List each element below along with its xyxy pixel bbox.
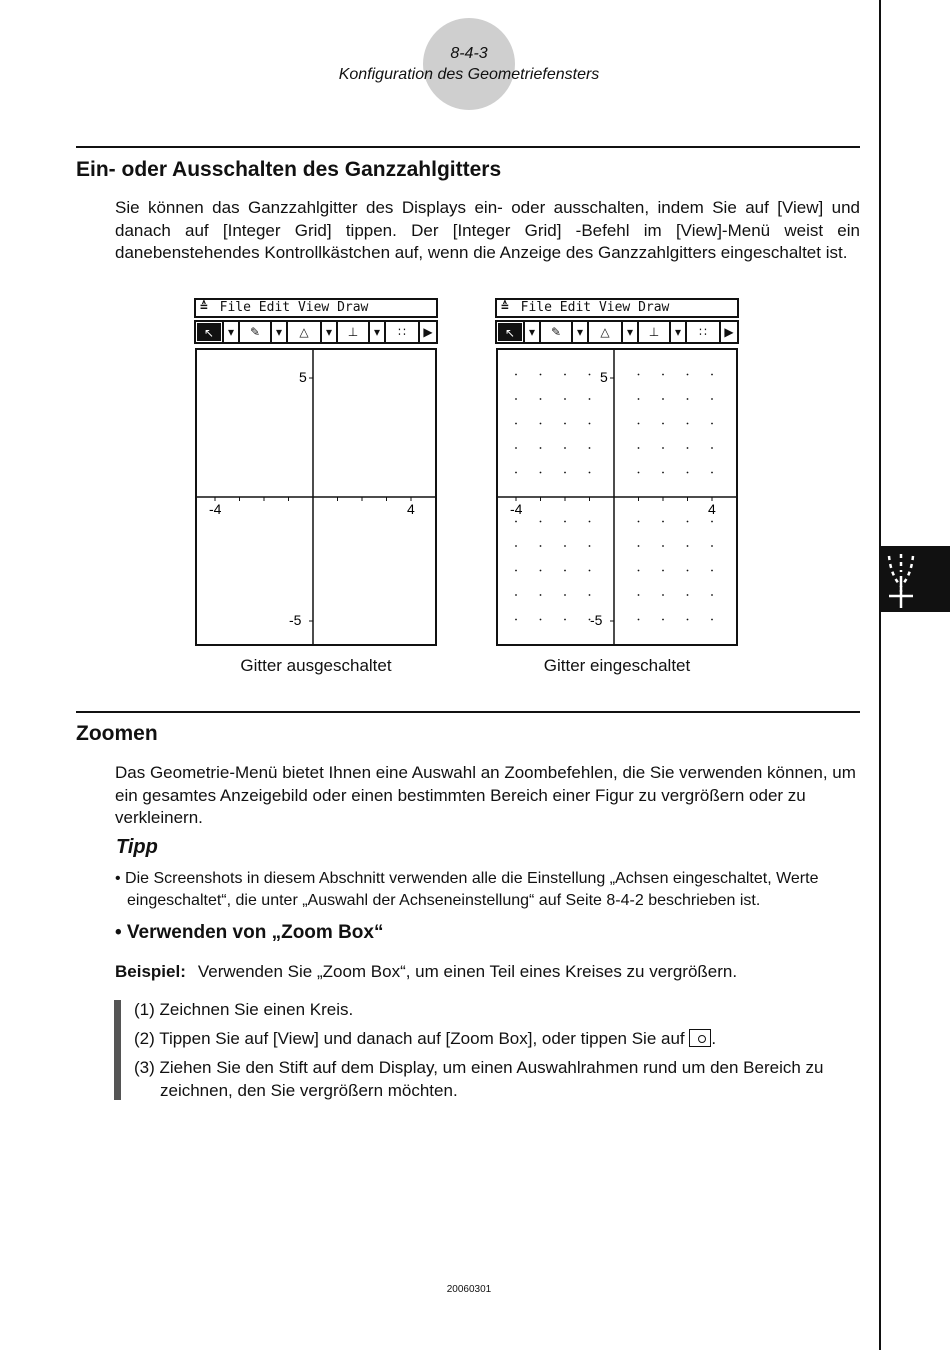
grid-dot <box>589 545 591 547</box>
grid-dot <box>515 545 517 547</box>
menu-chevron-icon[interactable]: ≙ <box>501 300 509 315</box>
margin-line <box>879 0 881 1350</box>
label-ymin: -5 <box>590 612 603 628</box>
grid-dot <box>711 374 713 376</box>
menu-bar <box>495 298 739 318</box>
section-title-grid: Ein- oder Ausschalten des Ganzzahlgitters <box>76 158 502 181</box>
toolbar <box>194 320 438 344</box>
pen-icon[interactable]: ✎ <box>541 322 571 342</box>
menu-draw[interactable]: Draw <box>337 300 369 315</box>
calculator-screen-grid-off <box>194 298 438 648</box>
menu-edit[interactable]: Edit <box>559 300 592 315</box>
label-xmax: 4 <box>708 501 716 517</box>
dropdown-icon[interactable]: ▾ <box>623 322 637 342</box>
section-title-zoom: Zoomen <box>76 722 158 745</box>
grid-dot <box>540 545 542 547</box>
menu-view[interactable]: View <box>598 300 631 315</box>
grid-dot <box>589 521 591 523</box>
chapter-tab <box>881 546 950 612</box>
grid-dot <box>589 398 591 400</box>
grid-dot <box>662 521 664 523</box>
perpendicular-icon[interactable]: ⊥ <box>639 322 669 342</box>
grid-dot <box>687 374 689 376</box>
calculator-screen-grid-on <box>495 298 739 648</box>
grid-dot <box>540 594 542 596</box>
grid-dot <box>540 374 542 376</box>
page-number-circle <box>423 18 515 110</box>
grid-dot <box>589 447 591 449</box>
zoom-box-icon <box>689 1029 711 1047</box>
grid-dot <box>515 619 517 621</box>
grid-dot <box>589 374 591 376</box>
section-body-zoom: Das Geometrie-Menü bietet Ihnen eine Auswahl an Zoombefehlen, die Sie verwenden können, um ein gesamtes Anzeigebild oder einen bestimmten Bereich einer Figur zu vergrößern oder zu verkleinern. <box>115 763 856 827</box>
grid-dot <box>662 545 664 547</box>
step-2 <box>134 1027 860 1050</box>
footer-code: 20060301 <box>446 1284 492 1295</box>
dropdown-icon[interactable]: ▾ <box>370 322 384 342</box>
grid-dot <box>687 398 689 400</box>
grid-dot <box>687 594 689 596</box>
grid-dot <box>540 521 542 523</box>
axes-plot <box>197 350 435 644</box>
example-text: Verwenden Sie „Zoom Box“, um einen Teil eines Kreises zu vergrößern. <box>197 962 738 981</box>
example-label: Beispiel: <box>115 962 186 981</box>
dropdown-icon[interactable]: ▾ <box>671 322 685 342</box>
grid-dot <box>687 545 689 547</box>
grid-dot <box>711 447 713 449</box>
menu-draw[interactable]: Draw <box>638 300 670 315</box>
label-xmin: -4 <box>510 501 523 517</box>
grid-dot <box>662 447 664 449</box>
tip-bullet: • Die Screenshots in diesem Abschnitt verwenden alle die Einstellung „Achsen eingeschaltet, Werte eingeschaltet“, die unter „Auswahl der Achseneinstellung“ auf Seite 8-4-2 beschrieben ist. <box>115 870 819 909</box>
grid-dot <box>711 472 713 474</box>
grid-dot <box>711 521 713 523</box>
grid-dot <box>638 398 640 400</box>
grid-dot <box>564 545 566 547</box>
grid-dot <box>515 398 517 400</box>
graph-area[interactable] <box>195 348 437 646</box>
scroll-right-icon[interactable]: ▶ <box>721 322 737 342</box>
grid-dot <box>515 472 517 474</box>
grid-dot <box>515 374 517 376</box>
label-ymax: 5 <box>600 369 608 385</box>
grid-dot <box>711 570 713 572</box>
grid-dot <box>589 423 591 425</box>
grid-dot <box>638 545 640 547</box>
page-number: 8-4-3 <box>450 45 488 62</box>
dropdown-icon[interactable]: ▾ <box>525 322 539 342</box>
grid-dot <box>540 398 542 400</box>
grid-dot <box>515 570 517 572</box>
toolbar <box>495 320 739 344</box>
perpendicular-icon[interactable]: ⊥ <box>338 322 368 342</box>
grid-dot <box>564 619 566 621</box>
grid-dot <box>564 374 566 376</box>
grid-dot <box>564 594 566 596</box>
grid-dot <box>540 447 542 449</box>
step-2-suffix: . <box>711 1029 717 1048</box>
menu-bar <box>194 298 438 318</box>
grid-dot <box>638 447 640 449</box>
menu-view[interactable]: View <box>297 300 330 315</box>
step-1: (1) Zeichnen Sie einen Kreis. <box>134 1000 354 1019</box>
grid-dot <box>564 398 566 400</box>
dropdown-icon[interactable]: ▾ <box>224 322 238 342</box>
grid-dot <box>662 472 664 474</box>
grid-dot <box>589 472 591 474</box>
grid-dot <box>540 570 542 572</box>
section-body-grid: Sie können das Ganzzahlgitter des Displays ein- oder ausschalten, indem Sie auf [View] und danach auf [Integer Grid] tippen. Der [Integer Grid] -Befehl im [View]-Menü weist ein danebenstehendes Kontrollkästchen auf, wenn die Anzeige des Ganzzahlgitters eingeschaltet ist. <box>115 198 860 262</box>
grid-dot <box>687 619 689 621</box>
grid-dot <box>515 423 517 425</box>
grid-dot <box>711 545 713 547</box>
triangle-icon[interactable]: △ <box>589 322 621 342</box>
grid-dot <box>662 423 664 425</box>
scroll-right-icon[interactable]: ▶ <box>420 322 436 342</box>
label-xmax: 4 <box>407 501 415 517</box>
grid-dot <box>638 570 640 572</box>
grid-dot <box>687 447 689 449</box>
grid-dot <box>589 570 591 572</box>
steps-bar <box>114 1000 121 1100</box>
caption-grid-off: Gitter ausgeschaltet <box>240 656 392 675</box>
subheading-zoom-box: • Verwenden von „Zoom Box“ <box>115 922 384 943</box>
grid-dot <box>638 374 640 376</box>
menu-file[interactable]: File <box>219 300 251 315</box>
select-arrow-icon[interactable]: ↖ <box>196 322 222 342</box>
grid-dot <box>638 521 640 523</box>
grid-dot <box>515 594 517 596</box>
grid-dot <box>589 594 591 596</box>
dropdown-icon[interactable]: ▾ <box>573 322 587 342</box>
grid-dot <box>540 619 542 621</box>
step-3: (3) Ziehen Sie den Stift auf dem Display, um einen Auswahlrahmen rund um den Bereich zu zeichnen, den Sie vergrößern möchten. <box>134 1058 824 1100</box>
tip-bullet-text: Die Screenshots in diesem Abschnitt verwenden alle die Einstellung „Achsen eingeschaltet, Werte eingeschaltet“, die unter „Auswahl der Achseneinstellung“ auf Seite 8-4-2 beschrieben ist. <box>125 870 819 909</box>
page-subtitle: Konfiguration des Geometriefensters <box>338 66 600 83</box>
graph-area[interactable] <box>496 348 738 646</box>
label-xmin: -4 <box>209 501 222 517</box>
grid-dot <box>638 594 640 596</box>
grid-dot <box>687 521 689 523</box>
grid-dot <box>687 423 689 425</box>
tip-heading: Tipp <box>116 836 158 858</box>
select-arrow-icon[interactable]: ↖ <box>497 322 523 342</box>
grid-dot <box>564 472 566 474</box>
example <box>115 962 737 982</box>
dropdown-icon[interactable]: ▾ <box>322 322 336 342</box>
grid-dot <box>662 594 664 596</box>
axes-plot-with-grid <box>498 350 736 644</box>
step-2-text: (2) Tippen Sie auf [View] und danach auf [Zoom Box], oder tippen Sie auf <box>134 1029 685 1048</box>
grid-dot <box>711 619 713 621</box>
grid-dot <box>564 570 566 572</box>
triangle-icon[interactable]: △ <box>288 322 320 342</box>
caption-grid-on: Gitter eingeschaltet <box>543 656 691 675</box>
pen-icon[interactable]: ✎ <box>240 322 270 342</box>
section-rule <box>76 146 860 148</box>
grid-dot <box>662 398 664 400</box>
grid-dot <box>711 398 713 400</box>
grid-dot <box>540 472 542 474</box>
dropdown-icon[interactable]: ▾ <box>272 322 286 342</box>
grid-dot <box>515 521 517 523</box>
grid-dot <box>711 423 713 425</box>
grid-dot <box>662 619 664 621</box>
label-ymin: -5 <box>289 612 302 628</box>
geometry-tab-icon <box>881 546 950 612</box>
grid-dot <box>515 447 517 449</box>
menu-chevron-icon[interactable]: ≙ <box>200 300 208 315</box>
grid-dot <box>638 619 640 621</box>
grid-icon[interactable]: ∷ <box>386 322 418 342</box>
grid-dot <box>662 374 664 376</box>
grid-dot <box>564 521 566 523</box>
grid-dot <box>540 423 542 425</box>
grid-dot <box>564 423 566 425</box>
section-rule <box>76 711 860 713</box>
grid-icon[interactable]: ∷ <box>687 322 719 342</box>
grid-dot <box>638 472 640 474</box>
grid-dot <box>638 423 640 425</box>
grid-dot <box>711 594 713 596</box>
grid-dot <box>662 570 664 572</box>
menu-edit[interactable]: Edit <box>258 300 291 315</box>
menu-file[interactable]: File <box>520 300 552 315</box>
grid-dot <box>564 447 566 449</box>
grid-dot <box>687 472 689 474</box>
grid-dot <box>687 570 689 572</box>
label-ymax: 5 <box>299 369 307 385</box>
